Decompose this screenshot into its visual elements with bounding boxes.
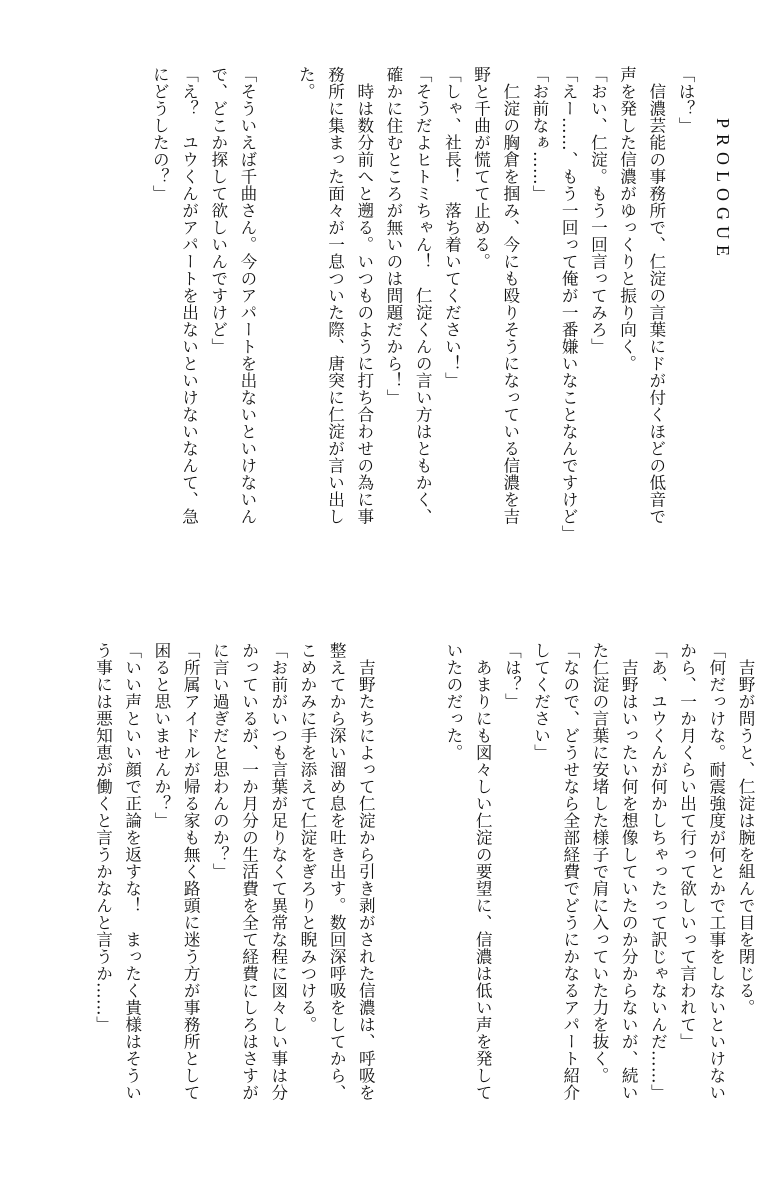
text-line: で、どこか探して欲しいんですけど」 [208, 66, 228, 355]
text-line: 「なので、どうせなら全部経費でどうにかなるアパート紹介 [560, 642, 580, 1101]
text-line: 仁淀の胸倉を掴み、今にも殴りそうになっている信濃を吉 [500, 66, 520, 525]
text-line: う事には悪知恵が働くと言うかなんと言うか……」 [93, 642, 113, 1033]
text-line: 「いい声といい顔で正論を返すな！ まったく貴様はそうい [122, 642, 142, 1101]
text-line: 「お前がいつも言葉が足りなくて異常な程に図々しい事は分 [268, 642, 288, 1101]
text-line: 吉野はいったい何を想像していたのか分からないが、続い [619, 642, 639, 1101]
text-line: 吉野が問うと、仁淀は腕を組んで目を閉じる。 [736, 642, 755, 1016]
text-line: 「えー……、もう一回って俺が一番嫌いなことなんですけど」 [559, 66, 579, 542]
text-line: 「あ、ユウくんが何かしちゃったって訳じゃないんだ……」 [648, 642, 668, 1101]
text-line: 「何だっけな。耐震強度が何とかで工事をしないといけない [706, 642, 726, 1101]
text-line: 信濃芸能の事務所で、仁淀の言葉にドが付くほどの低音で [646, 66, 666, 525]
text-line: 野と千曲が慌てて止める。 [471, 66, 491, 270]
text-line: 務所に集まった面々が一息ついた際、唐突に仁淀が言い出し [325, 66, 345, 525]
text-line: こめかみに手を添えて仁淀をぎろりと睨みつける。 [297, 642, 317, 1033]
text-line: いたのだった。 [443, 642, 463, 761]
text-line: 時は数分前へと遡る。いつものように打ち合わせの為に事 [354, 66, 374, 525]
text-line: 「所属アイドルが帰る家も無く路頭に迷う方が事務所として [181, 642, 201, 1101]
lower-text-block [20, 642, 760, 1162]
text-line: 「は？」 [676, 66, 695, 134]
text-line: 「お前なぁ……」 [529, 66, 549, 202]
text-line: た。 [296, 66, 316, 100]
text-line: 「は？」 [502, 642, 522, 710]
text-line: 困ると思いませんか？」 [151, 642, 171, 829]
text-line: 「そうだよヒトミちゃん！ 仁淀くんの言い方はともかく、 [413, 66, 433, 525]
text-line: あまりにも図々しい仁淀の要望に、信濃は低い声を発して [473, 642, 493, 1101]
chapter-title: PROLOGUE [713, 118, 733, 263]
text-line: 確かに住むところが無いのは問題だから！」 [383, 66, 403, 406]
text-line: 整えてから深い溜め息を吐き出す。数回深呼吸をしてから、 [327, 642, 347, 1101]
text-line: してください」 [531, 642, 551, 761]
text-line: に言い過ぎだと思わんのか？」 [210, 642, 230, 880]
text-line: 吉野たちによって仁淀から引き剥がされた信濃は、呼吸を [356, 642, 376, 1101]
text-line: 「しゃ、社長！ 落ち着いてください！」 [442, 66, 462, 389]
upper-text-block [20, 66, 700, 596]
text-line: 声を発した信濃がゆっくりと振り向く。 [617, 66, 637, 372]
text-line: かっているが、一か月分の生活費を全て経費にしろはさすが [239, 642, 259, 1101]
text-line: 「え？ ユウくんがアパートを出ないといけないなんて、急 [179, 66, 199, 525]
text-line: 「おい、仁淀。もう一回言ってみろ」 [588, 66, 608, 355]
text-line: 「そういえば千曲さん。今のアパートを出ないといけないん [237, 66, 257, 525]
text-line [262, 66, 291, 596]
text-line: から、一か月くらい出て行って欲しいって言われて」 [677, 642, 697, 1050]
text-line [380, 642, 409, 1162]
text-line [410, 642, 439, 1162]
text-line: にどうしたの？」 [150, 66, 170, 202]
text-line: た仁淀の言葉に安堵した様子で肩に入っていた力を抜く。 [589, 642, 609, 1084]
